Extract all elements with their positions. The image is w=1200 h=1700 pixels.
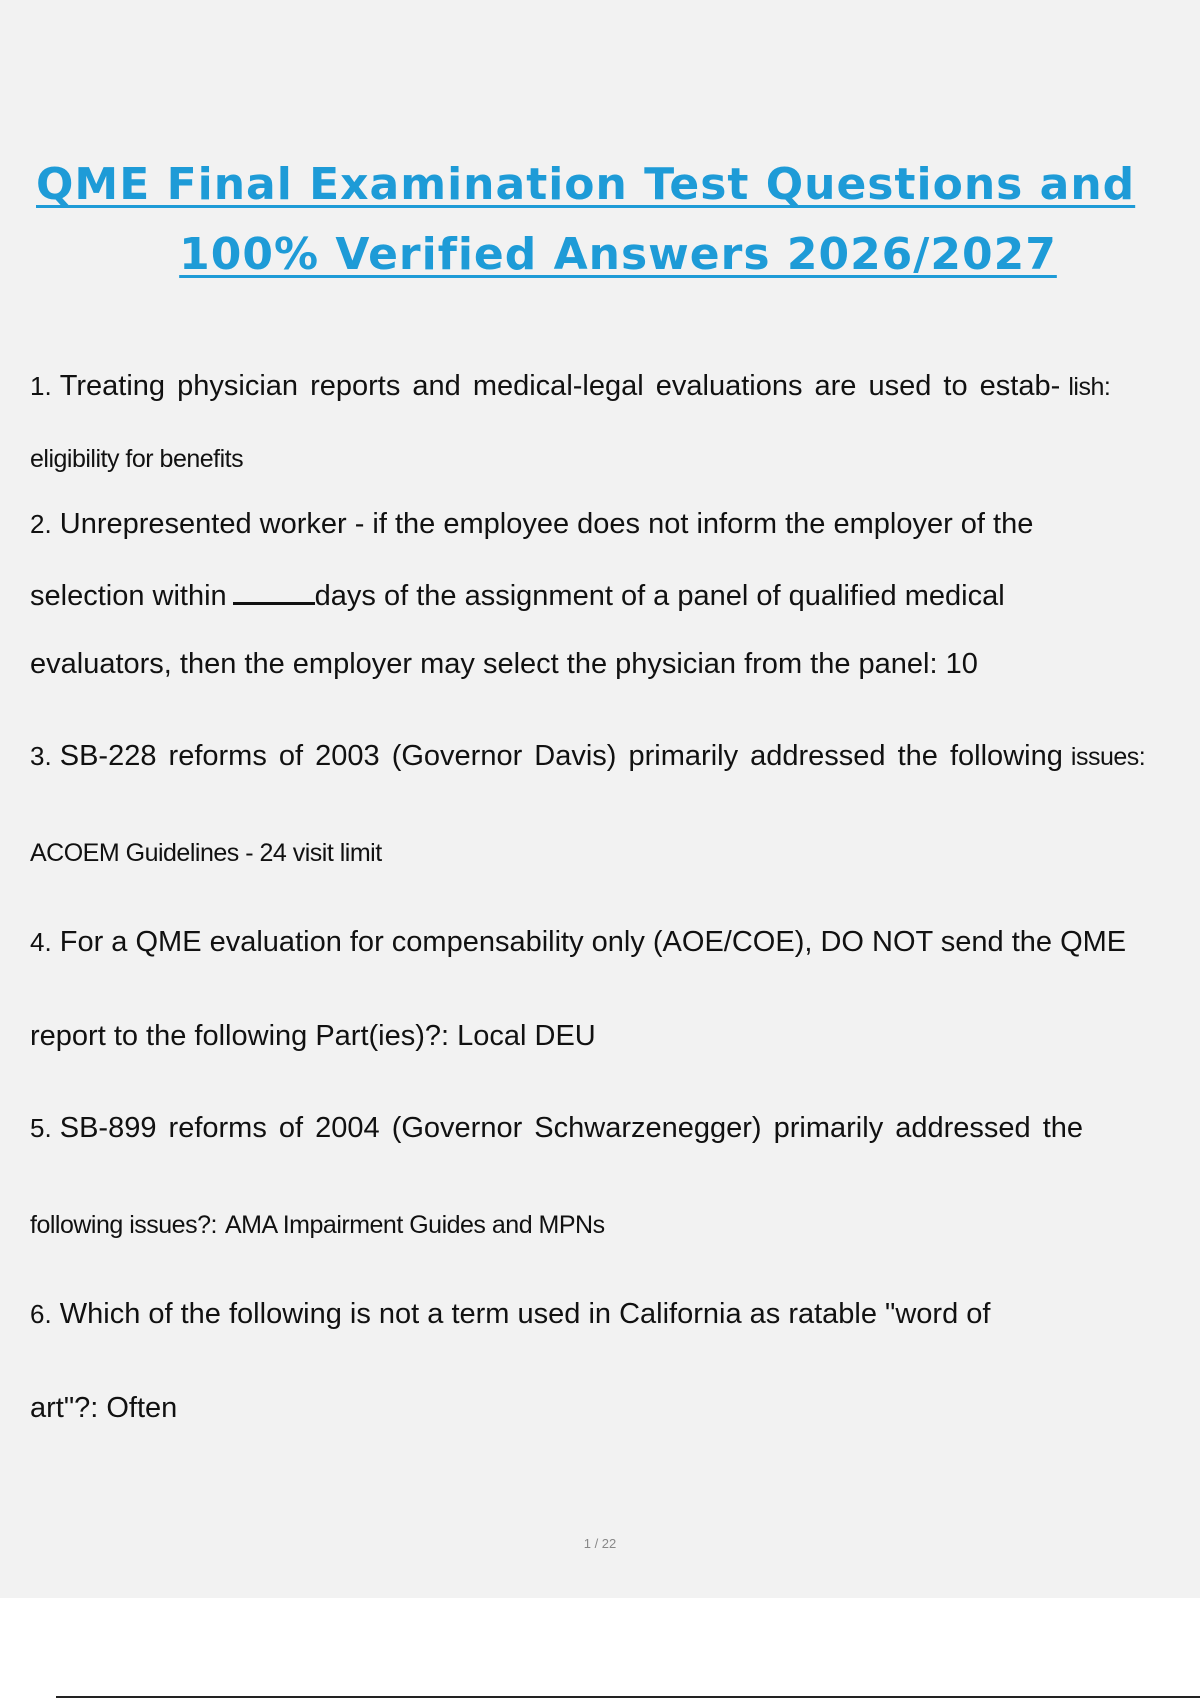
question-4-line-1: 4. For a QME evaluation for compensability only (AOE/COE), DO NOT send the QME	[30, 926, 1127, 958]
question-2-line-2: selection within days of the assignment of a panel of qualified medical	[30, 580, 1005, 612]
question-1-line-1: 1. Treating physician reports and medical-legal evaluations are used to estab- lish:	[30, 370, 1111, 402]
title-line-1: QME Final Examination Test Questions and	[36, 159, 1136, 210]
question-5-line-1: 5. SB-899 reforms of 2004 (Governor Schwarzenegger) primarily addressed the	[30, 1112, 1084, 1144]
question-3-answer: ACOEM Guidelines - 24 visit limit	[30, 839, 382, 867]
question-6-answer: art"?: Often	[30, 1392, 178, 1424]
title-line-2: 100% Verified Answers 2026/2027	[179, 229, 1057, 280]
question-2-line-3: evaluators, then the employer may select the physician from the panel: 10	[30, 648, 978, 680]
footer-divider	[56, 1696, 1200, 1698]
question-2-line-1: 2. Unrepresented worker - if the employee does not inform the employer of the	[30, 508, 1034, 540]
question-4-line-2: report to the following Part(ies)?: Local DEU	[30, 1020, 596, 1052]
question-6-line-1: 6. Which of the following is not a term used in California as ratable "word of	[30, 1298, 991, 1330]
question-1-answer: eligibility for benefits	[30, 445, 244, 473]
page-number: 1 / 22	[583, 1536, 617, 1551]
question-3-line-1: 3. SB-228 reforms of 2003 (Governor Davis) primarily addressed the following issues:	[30, 740, 1146, 772]
question-5-answer: following issues?: AMA Impairment Guides and MPNs	[30, 1211, 605, 1239]
answer-blank	[233, 582, 315, 605]
